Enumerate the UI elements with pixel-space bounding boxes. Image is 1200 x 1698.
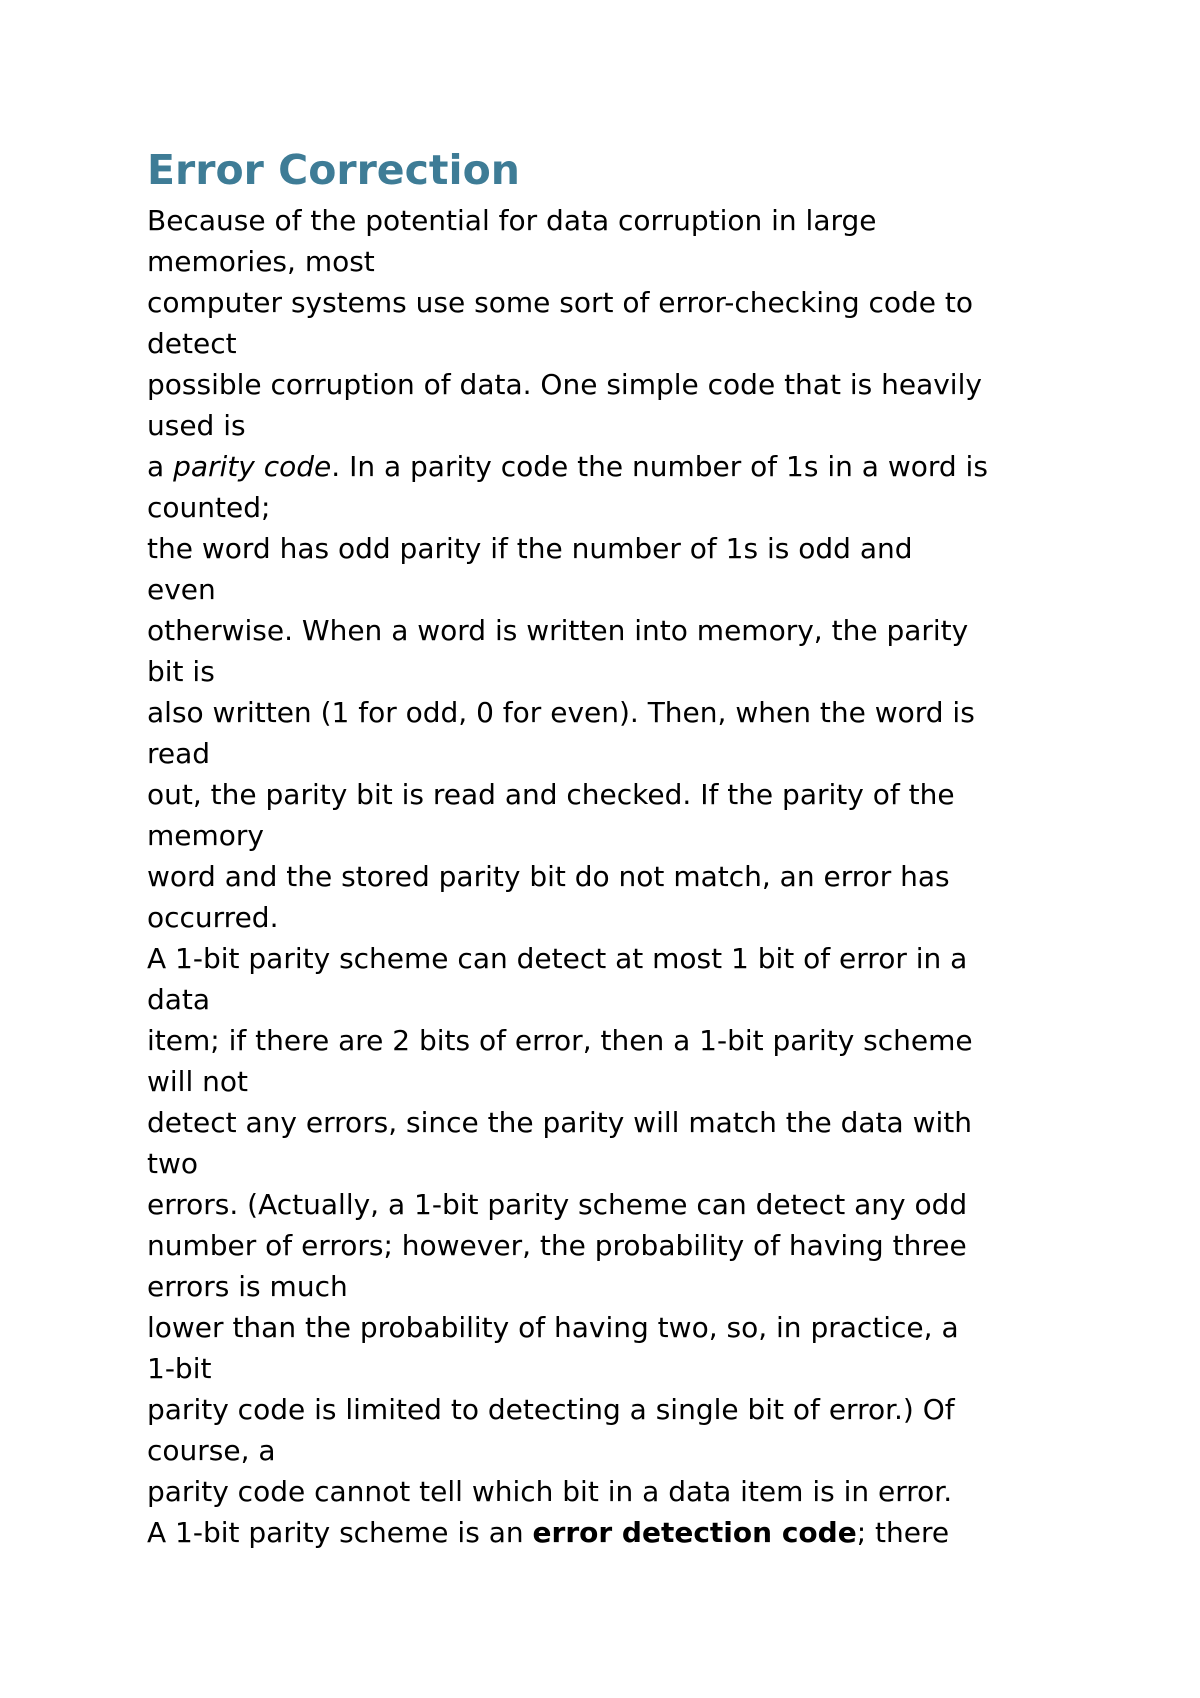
text-line: even xyxy=(147,573,216,606)
text-line: course, a xyxy=(147,1434,276,1467)
text-line: errors is much xyxy=(147,1270,348,1303)
text-line: read xyxy=(147,737,211,770)
text-line: lower than the probability of having two, so, in practice, a xyxy=(147,1311,959,1344)
text-line: the word has odd parity if the number of 1s is odd and xyxy=(147,532,913,565)
text-line: detect any errors, since the parity will match the data with xyxy=(147,1106,973,1139)
text-line xyxy=(147,446,1077,487)
text-line: computer systems use some sort of error-checking code to xyxy=(147,286,974,319)
text-line: bit is xyxy=(147,655,215,688)
italic-term: parity code xyxy=(173,450,332,483)
text-line: two xyxy=(147,1147,199,1180)
text-line: also written (1 for odd, 0 for even). Then, when the word is xyxy=(147,696,975,729)
text-segment: a xyxy=(147,450,174,483)
text-line: occurred. xyxy=(147,901,279,934)
page-title: Error Correction xyxy=(147,146,520,194)
body-text xyxy=(147,200,1077,1553)
text-line: used is xyxy=(147,409,246,442)
text-segment: A 1-bit parity scheme is an xyxy=(147,1516,533,1549)
text-line: data xyxy=(147,983,211,1016)
text-line: memories, most xyxy=(147,245,375,278)
text-line: word and the stored parity bit do not match, an error has xyxy=(147,860,950,893)
text-line: item; if there are 2 bits of error, then a 1-bit parity scheme xyxy=(147,1024,973,1057)
text-line: A 1-bit parity scheme can detect at most 1 bit of error in a xyxy=(147,942,968,975)
text-line: will not xyxy=(147,1065,248,1098)
text-line: parity code is limited to detecting a single bit of error.) Of xyxy=(147,1393,955,1426)
text-line: memory xyxy=(147,819,264,852)
text-segment: . In a parity code the number of 1s in a word is xyxy=(331,450,988,483)
text-line: number of errors; however, the probability of having three xyxy=(147,1229,967,1262)
text-line: parity code cannot tell which bit in a data item is in error. xyxy=(147,1475,953,1508)
text-line: possible corruption of data. One simple code that is heavily xyxy=(147,368,982,401)
text-segment: ; there xyxy=(856,1516,950,1549)
text-line xyxy=(147,1512,1077,1553)
text-line: 1-bit xyxy=(147,1352,212,1385)
text-line: counted; xyxy=(147,491,271,524)
text-line: Because of the potential for data corruption in large xyxy=(147,204,877,237)
text-line: otherwise. When a word is written into memory, the parity xyxy=(147,614,969,647)
text-line: out, the parity bit is read and checked. If the parity of the xyxy=(147,778,955,811)
text-line: detect xyxy=(147,327,237,360)
bold-term: error detection code xyxy=(532,1516,857,1549)
text-line: errors. (Actually, a 1-bit parity scheme can detect any odd xyxy=(147,1188,968,1221)
